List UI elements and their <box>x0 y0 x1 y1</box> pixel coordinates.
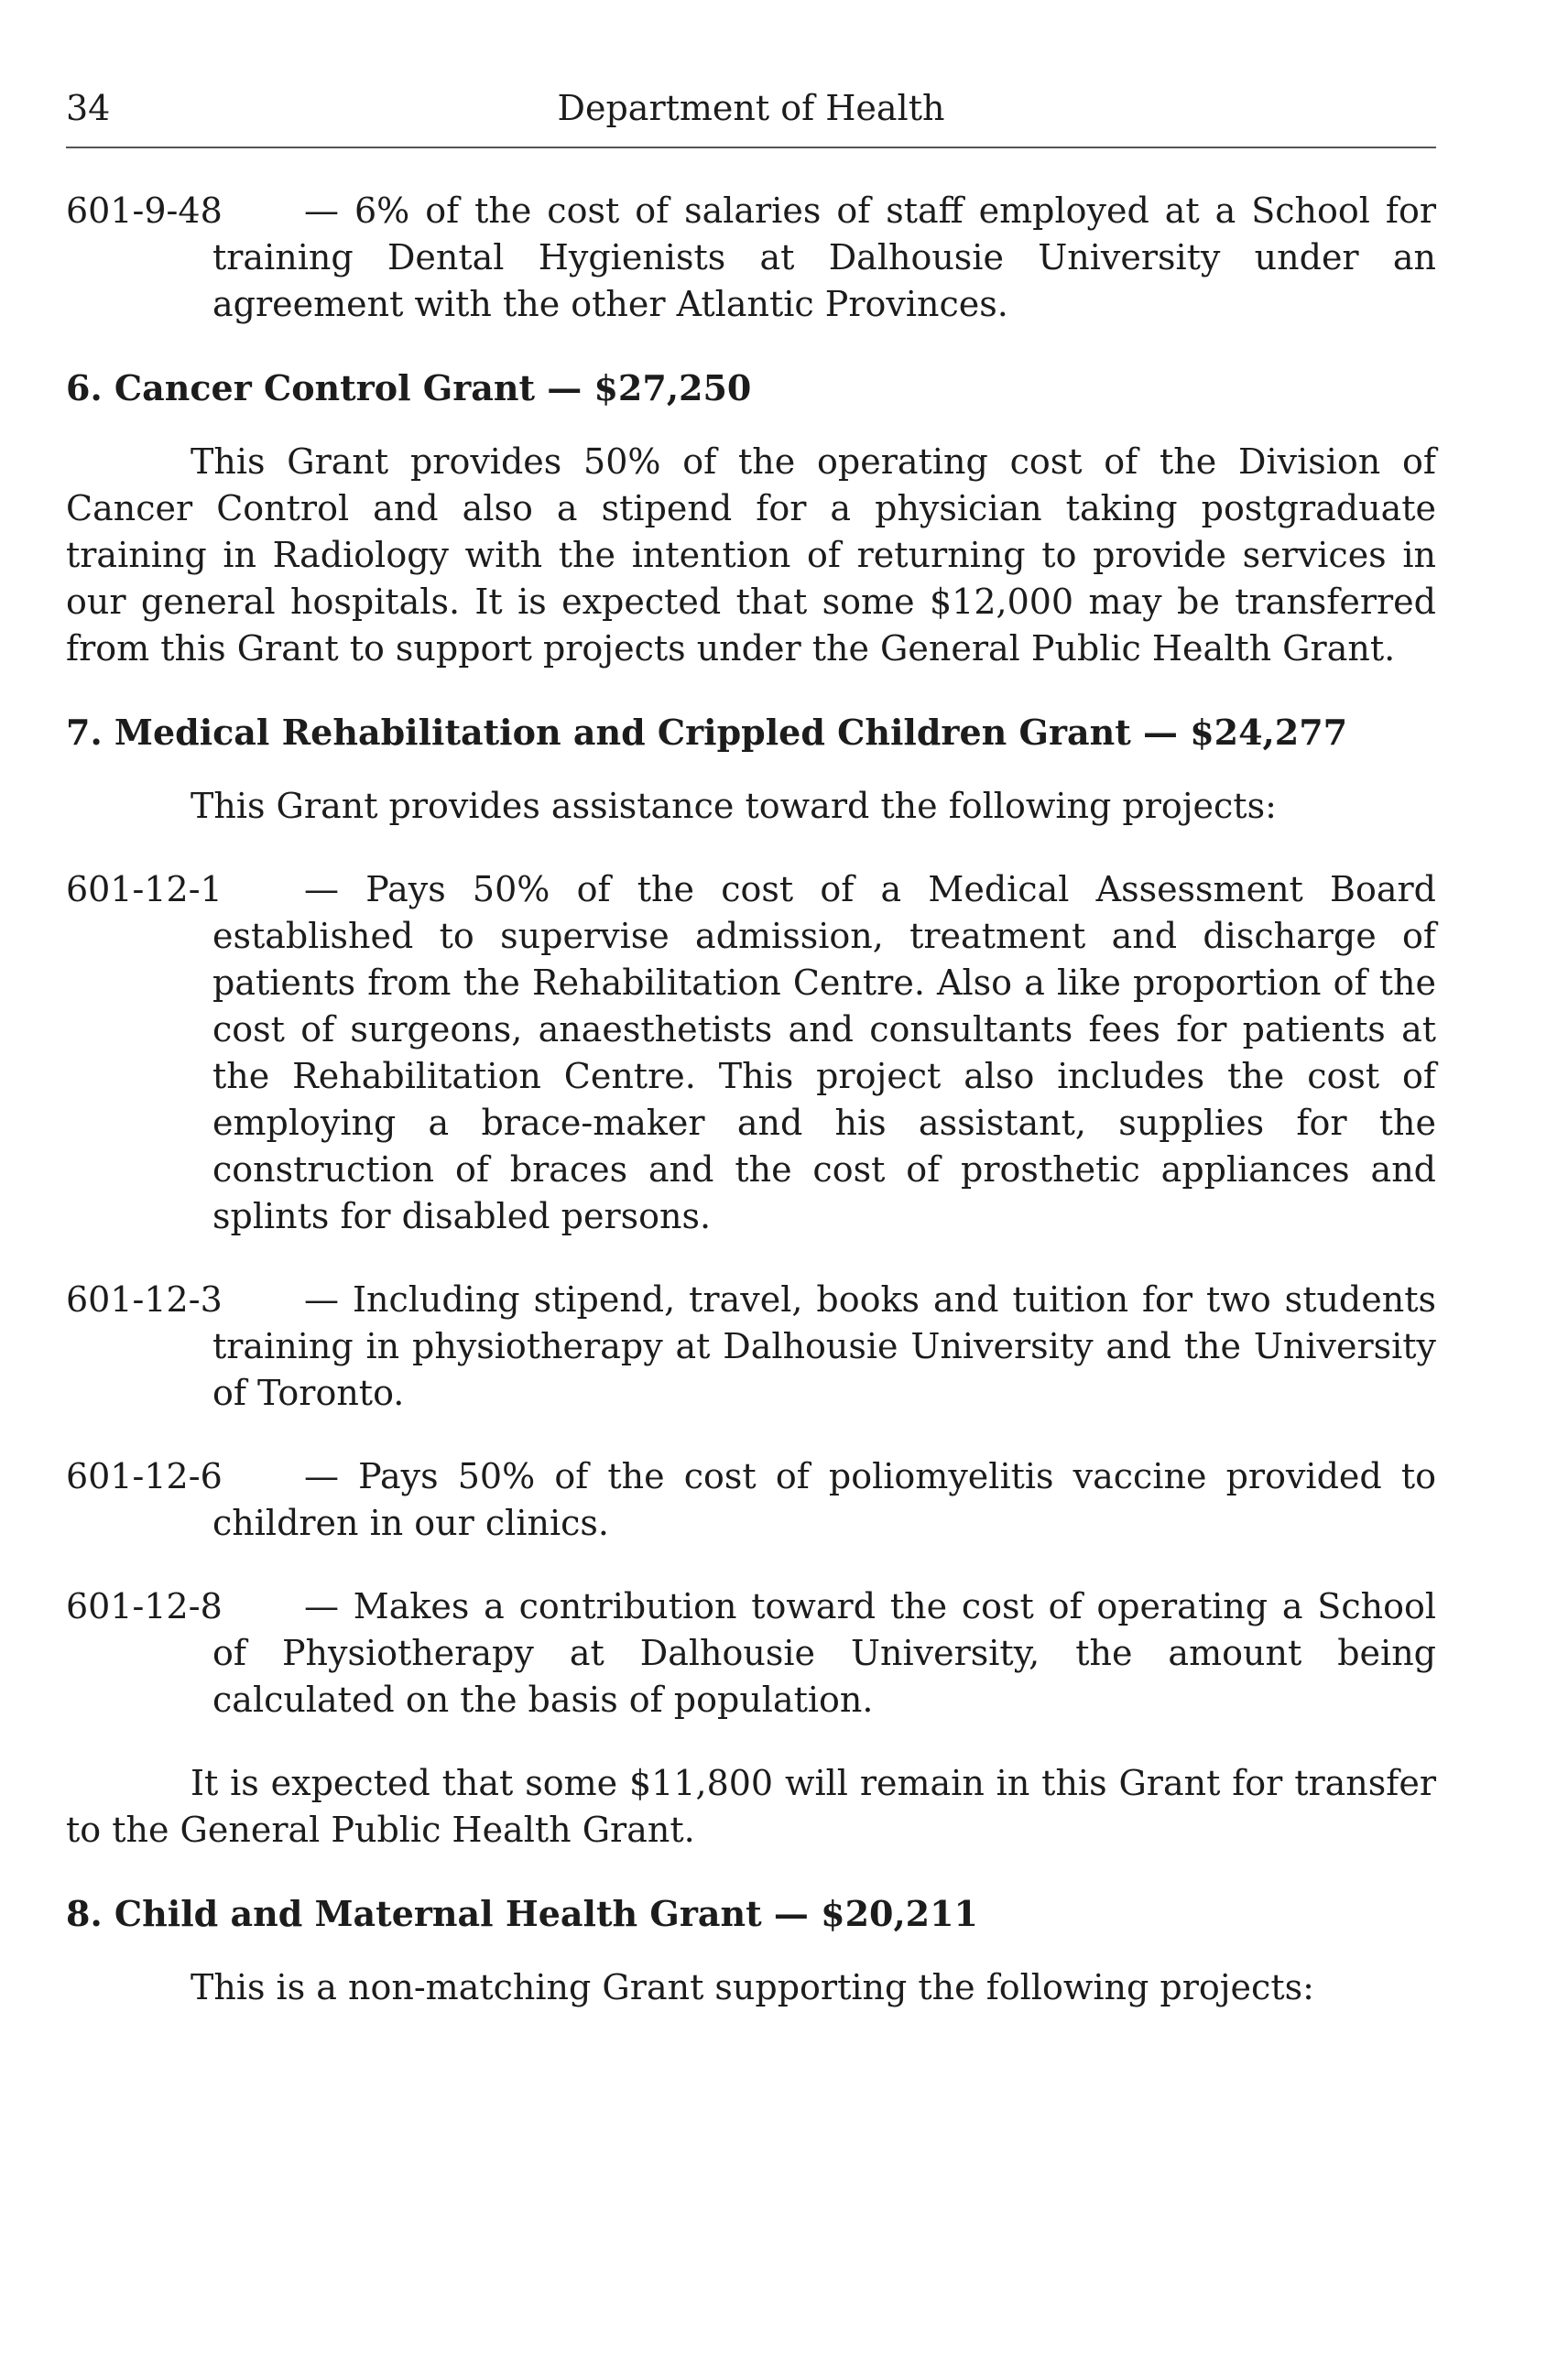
item-text: — Makes a contribution toward the cost of operating a School of Physiotherapy at Dalhousie University, the amount being calculated on the basis of population. <box>212 1586 1436 1720</box>
section-7-intro: This Grant provides assistance toward the following projects: <box>191 786 1277 826</box>
page-body <box>66 188 1436 2011</box>
item-601-12-3 <box>66 1277 1436 1417</box>
item-code: 601-12-8 <box>66 1586 223 1626</box>
item-601-12-6 <box>66 1453 1436 1547</box>
item-text: — Including stipend, travel, books and tuition for two students training in physiotherapy at Dalhousie University and the University of Toronto. <box>212 1279 1436 1413</box>
item-code: 601-12-6 <box>66 1456 223 1496</box>
section-8-heading: 8. Child and Maternal Health Grant — $20,211 <box>66 1893 978 1934</box>
section-7-closing: It is expected that some $11,800 will remain in this Grant for transfer to the General Public Health Grant. <box>66 1763 1436 1850</box>
item-text: — Pays 50% of the cost of a Medical Assessment Board established to supervise admission, treatment and discharge of patients from the Rehabilitation Centre. Also a like proportion of the cost of surgeons, anaesthetists and consultants fees for patients at the Rehabilitation Centre. This project also includes the cost of employing a brace-maker and his assistant, supplies for the construction of braces and the cost of prosthetic appliances and splints for disabled persons. <box>212 869 1436 1236</box>
section-8-intro: This is a non-matching Grant supporting the following projects: <box>191 1967 1314 2007</box>
header-rule <box>66 147 1436 148</box>
item-601-9-48 <box>66 188 1436 328</box>
item-601-12-8 <box>66 1583 1436 1724</box>
item-601-12-1 <box>66 866 1436 1240</box>
page-header <box>66 81 1436 136</box>
item-text: — Pays 50% of the cost of poliomyelitis vaccine provided to children in our clinics. <box>212 1456 1436 1543</box>
running-title: Department of Health <box>557 88 945 128</box>
section-6-paragraph: This Grant provides 50% of the operating cost of the Division of Cancer Control and also a stipend for a physician taking postgraduate training in Radiology with the intention of returning to provide services in our general hospitals. It is expected that some $12,000 may be transferred from this Grant to support projects under the General Public Health Grant. <box>66 441 1436 669</box>
item-code: 601-12-1 <box>66 869 223 909</box>
section-7-heading: 7. Medical Rehabilitation and Crippled Children Grant — $24,277 <box>66 712 1348 753</box>
item-text: — 6% of the cost of salaries of staff employed at a School for training Dental Hygienists at Dalhousie University under an agreement with the other Atlantic Provinces. <box>212 190 1436 324</box>
section-6-heading: 6. Cancer Control Grant — $27,250 <box>66 367 752 408</box>
item-code: 601-9-48 <box>66 190 223 231</box>
item-code: 601-12-3 <box>66 1279 223 1320</box>
page-number: 34 <box>66 88 111 128</box>
